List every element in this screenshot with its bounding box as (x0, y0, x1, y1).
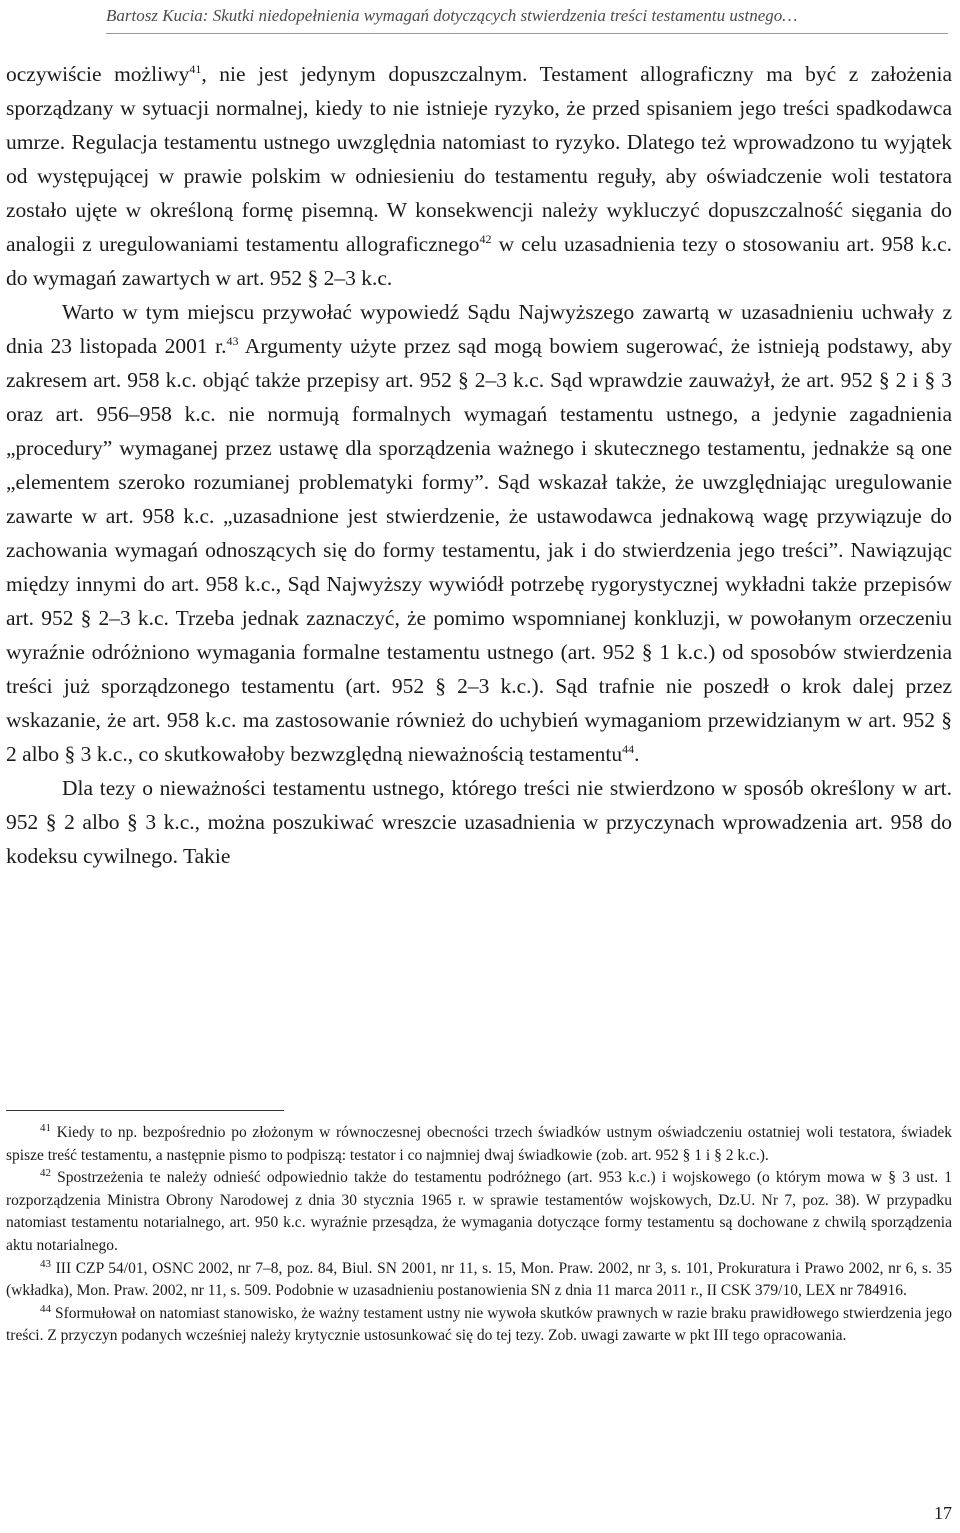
footnote-41 (6, 1122, 952, 1167)
footnote-ref-41[interactable]: 41 (189, 61, 202, 76)
paragraph-1-part-1: oczywiście możliwy (6, 62, 190, 86)
footnote-42 (6, 1167, 952, 1257)
paragraph-1-part-2: , nie jest jedynym dopuszczalnym. Testament allograficzny ma być z założenia sporządzany w sytuacji normalnej, kiedy to nie istnieje ryzyko, że przed spisaniem jego treści spadkodawca umrze. Regulacja testamentu ustnego uwzględnia natomiast to ryzyko. Dlatego też wprowadzono tu wyjątek od występującej w prawie polskim w odniesieniu do testamentu reguły, aby oświadczenie woli testatora zostało ujęte w określoną formę pisemną. W konsekwencji należy wykluczyć dopuszczalność sięgania do analogii z uregulowaniami testamentu allograficznego (6, 62, 952, 256)
footnote-number: 41 (40, 1121, 51, 1134)
paragraph-3-part-1: Dla tezy o nieważności testamentu ustnego, którego treści nie stwierdzono w sposób określony w art. 952 § 2 albo § 3 k.c., można poszukiwać wreszcie uzasadnienia w przyczynach wprowadzenia art. 958 do kodeksu cywilnego. Takie (6, 776, 952, 868)
footnote-text: Spostrzeżenia te należy odnieść odpowiednio także do testamentu podróżnego (art. 953 k.c.) i wojskowego (o którym mowa w § 3 ust. 1 rozporządzenia Ministra Obrony Narodowej z dnia 30 stycznia 1965 r. w sprawie testamentów wojskowych, Dz.U. Nr 7, poz. 38). W przypadku natomiast testamentu notarialnego, art. 950 k.c. wyraźnie przesądza, że wymagania dotyczące formy testamentu są dochowane z chwilą sporządzenia aktu notarialnego. (6, 1169, 952, 1254)
footnote-ref-44[interactable]: 44 (622, 741, 635, 756)
footnote-43 (6, 1258, 952, 1303)
footnotes (6, 1122, 952, 1348)
footnote-text: Kiedy to np. bezpośrednio po złożonym w równoczesnej obecności trzech świadków ustnym oświadczeniu ostatniej woli testatora, świadek spisze treść testamentu, a następnie pismo to podpiszą: testator i co najmniej dwaj świadkowie (zob. art. 952 § 1 i § 2 k.c.). (6, 1124, 952, 1164)
footnote-number: 42 (40, 1167, 51, 1180)
footnote-44 (6, 1303, 952, 1348)
running-header: Bartosz Kucia: Skutki niedopełnienia wymagań dotyczących stwierdzenia treści testamentu ustnego… (106, 6, 798, 25)
paragraph-2 (6, 295, 952, 771)
paragraph-3 (6, 771, 952, 873)
paragraph-2-part-2: Argumenty użyte przez sąd mogą bowiem sugerować, że istnieją podstawy, aby zakresem art. 958 k.c. objąć także przepisy art. 952 § 2–3 k.c. Sąd wprawdzie zauważył, że art. 952 § 2 i § 3 oraz art. 956–958 k.c. nie normują formalnych wymagań testamentu ustnego, a jedynie zagadnienia „procedury” wymaganej przez ustawę dla sporządzenia ważnego i skutecznego testamentu, jednakże są one „elementem szeroko rozumianej problematyki formy”. Sąd wskazał także, że uwzględniając uregulowanie zawarte w art. 958 k.c. „uzasadnione jest stwierdzenie, że ustawodawca jednakową wagę przywiązuje do zachowania wymagań odnoszących się do formy testamentu, jak i do stwierdzenia jego treści”. Nawiązując między innymi do art. 958 k.c., Sąd Najwyższy wywiódł potrzebę rygorystycznej wykładni także przepisów art. 952 § 2–3 k.c. Trzeba jednak zaznaczyć, że pomimo wspomnianej konkluzji, w powołanym orzeczeniu wyraźnie odróżniono wymagania formalne testamentu ustnego (art. 952 § 1 k.c.) od sposobów stwierdzenia treści już sporządzonego testamentu (art. 952 § 2–3 k.c.). Sąd trafnie nie poszedł o krok dalej przez wskazanie, że art. 958 k.c. ma zastosowanie również do uchybień wymaganiom przewidzianym w art. 952 § 2 albo § 3 k.c., co skutkowałoby bezwzględną nieważnością testamentu (6, 334, 952, 766)
footnote-text: Sformułował on natomiast stanowisko, że ważny testament ustny nie wywoła skutków prawnych w razie braku prawidłowego stwierdzenia jego treści. Z przyczyn podanych wcześniej należy krytycznie ustosunkować się do tej tezy. Zob. uwagi zawarte w pkt III tego opracowania. (6, 1304, 952, 1345)
footnote-number: 43 (40, 1257, 51, 1270)
paragraph-2-part-3: . (634, 742, 640, 766)
footnote-ref-43[interactable]: 43 (226, 333, 239, 348)
paragraph-1-part-3: w celu uzasadnienia tezy o stosowaniu art. 958 k.c. do wymagań zawartych w art. 952 § 2–3 k.c. (6, 232, 952, 290)
page-number: 17 (934, 1503, 952, 1523)
footnote-number: 44 (40, 1302, 51, 1315)
header-divider (106, 33, 948, 34)
footnote-ref-42[interactable]: 42 (479, 231, 492, 246)
paragraph-2-part-1: Warto w tym miejscu przywołać wypowiedź Sądu Najwyższego zawartą w uzasadnieniu uchwały z dnia 23 listopada 2001 r. (6, 300, 952, 358)
paragraph-1 (6, 57, 952, 295)
footnote-divider (6, 1110, 284, 1111)
main-text (6, 57, 952, 873)
footnote-text: III CZP 54/01, OSNC 2002, nr 7–8, poz. 84, Biul. SN 2001, nr 11, s. 15, Mon. Praw. 2002, nr 3, s. 101, Prokuratura i Prawo 2002, nr 6, s. 35 (wkładka), Mon. Praw. 2002, nr 11, s. 509. Podobnie w uzasadnieniu postanowienia SN z dnia 11 marca 2011 r., II CSK 379/10, LEX nr 784916. (6, 1259, 952, 1300)
